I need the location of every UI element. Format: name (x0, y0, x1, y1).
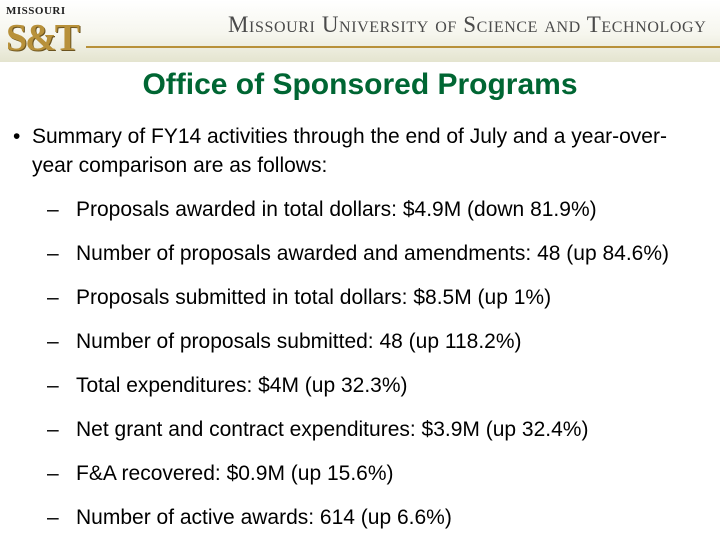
sub-bullet-item (0, 503, 720, 532)
university-name: Missouri University of Science and Technology (228, 12, 707, 37)
sub-bullet-text: Number of proposals awarded and amendments: 48 (up 84.6%) (76, 242, 670, 265)
dash-marker: – (47, 506, 59, 529)
sub-bullet-item (0, 239, 720, 268)
sub-bullet-text: Number of active awards: 614 (up 6.6%) (76, 506, 452, 529)
header-divider (86, 46, 720, 48)
sub-bullet-item (0, 371, 720, 400)
sub-bullet-item (0, 195, 720, 224)
sub-bullet-text: Net grant and contract expenditures: $3.9M (up 32.4%) (76, 418, 589, 441)
main-bullet (0, 122, 720, 180)
sub-bullet-list (0, 195, 720, 532)
sub-bullet-text: Total expenditures: $4M (up 32.3%) (76, 374, 408, 397)
sub-bullet-item (0, 415, 720, 444)
logo-missouri-text: MISSOURI (6, 5, 66, 17)
header-banner (0, 0, 720, 62)
dash-marker: – (47, 418, 59, 441)
dash-marker: – (47, 198, 59, 221)
dash-marker: – (47, 330, 59, 353)
slide-title: Office of Sponsored Programs (142, 68, 578, 101)
sub-bullet-text: Proposals submitted in total dollars: $8.5M (up 1%) (76, 286, 552, 309)
university-logo (4, 2, 80, 60)
main-bullet-text: Summary of FY14 activities through the end of July and a year-over-year comparison are as follows: (32, 125, 667, 177)
slide-content (0, 122, 720, 547)
dash-marker: – (47, 286, 59, 309)
sub-bullet-text: F&A recovered: $0.9M (up 15.6%) (76, 462, 394, 485)
sub-bullet-item (0, 459, 720, 488)
sub-bullet-text: Proposals awarded in total dollars: $4.9M (down 81.9%) (76, 198, 597, 221)
dash-marker: – (47, 462, 59, 485)
bullet-marker: • (13, 125, 21, 148)
sub-bullet-item (0, 283, 720, 312)
sub-bullet-text: Number of proposals submitted: 48 (up 118.2%) (76, 330, 522, 353)
logo-st-text: S&T (6, 17, 79, 59)
dash-marker: – (47, 242, 59, 265)
dash-marker: – (47, 374, 59, 397)
sub-bullet-item (0, 327, 720, 356)
